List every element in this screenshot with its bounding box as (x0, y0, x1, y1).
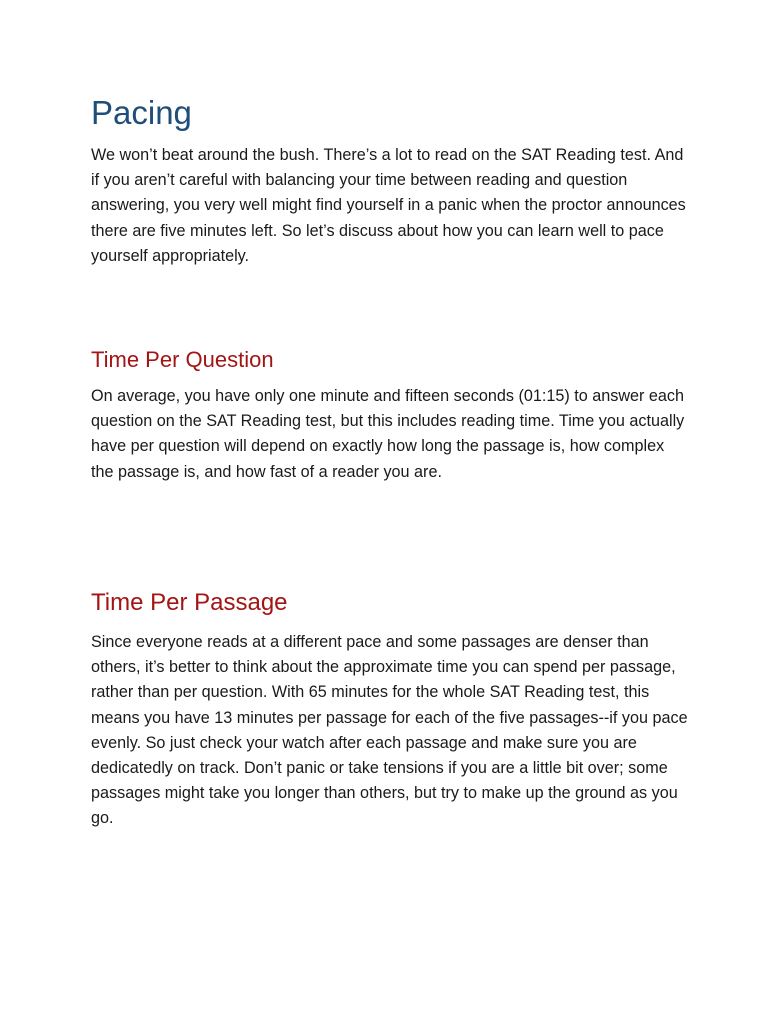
section-heading-time-per-passage: Time Per Passage (91, 589, 288, 616)
section-body-time-per-passage: Since everyone reads at a different pace and some passages are denser than others, it’s better to think about the approximate time you can spend per passage, rather than per question. With 65 minutes for the whole SAT Reading test, this means you have 13 minutes per passage for each of the five passages--if you pace evenly. So just check your watch after each passage and make sure you are dedicatedly on track. Don’t panic or take tensions if you are a little bit over; some passages might take you longer than others, but try to make up the ground as you go. (91, 633, 688, 828)
section-heading-time-per-question: Time Per Question (91, 347, 274, 372)
section-body-time-per-question: On average, you have only one minute and fifteen seconds (01:15) to answer each question on the SAT Reading test, but this includes reading time. Time you actually have per question will depend on exactly how long the passage is, how complex the passage is, and how fast of a reader you are. (91, 387, 685, 481)
intro-paragraph: We won’t beat around the bush. There’s a lot to read on the SAT Reading test. And if you aren’t careful with balancing your time between reading and question answering, you very well might find yourself in a panic when the proctor announces there are five minutes left. So let’s discuss about how you can learn well to pace yourself appropriately. (91, 146, 686, 265)
page-title: Pacing (91, 94, 192, 131)
